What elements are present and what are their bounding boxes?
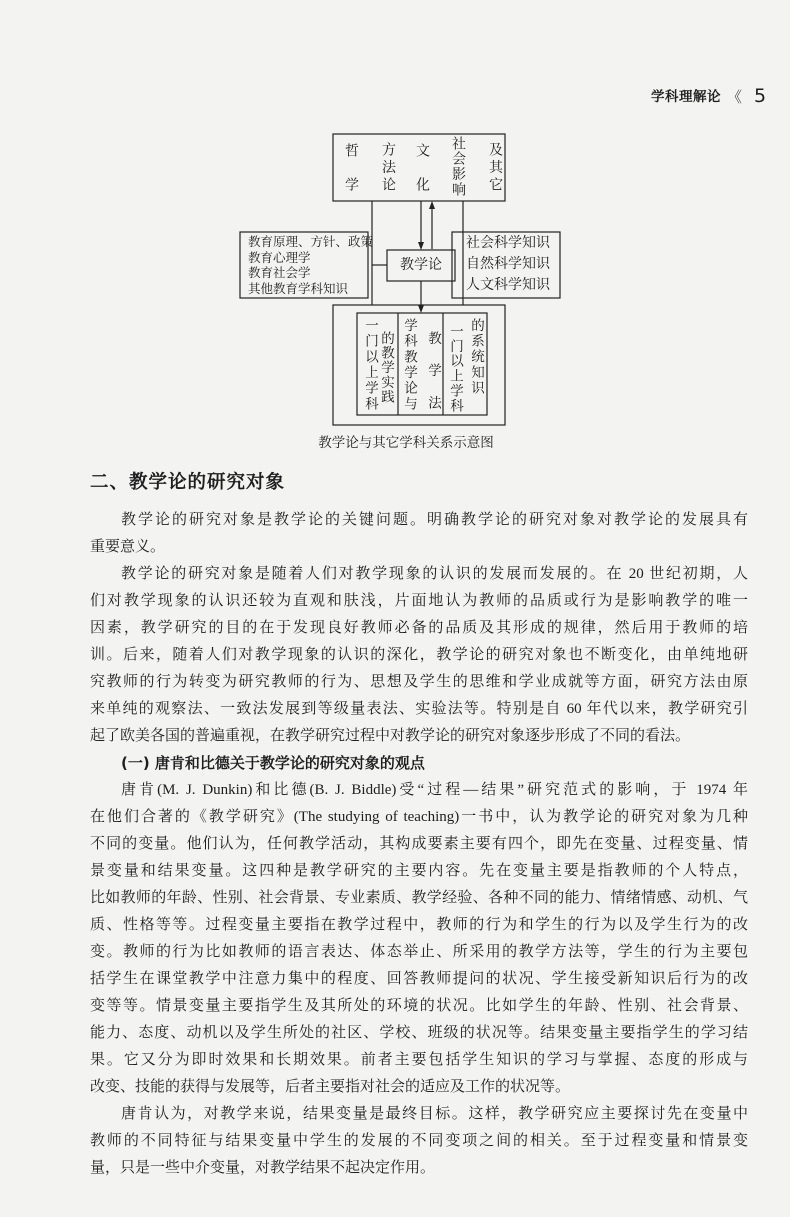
arrow-down-icon bbox=[418, 242, 424, 250]
page-number: 5 bbox=[754, 85, 767, 107]
diagram-label: 人文科学知识 bbox=[466, 278, 550, 293]
paragraph-line: 究教师的行为转变为研究教师的行为、思想及学生的思维和学业成就等方面，研究方法由原 bbox=[90, 674, 748, 690]
paragraph-line: 起了欧美各国的普遍重视，在教学研究过程中对教学论的研究对象逐步形成了不同的看法。 bbox=[90, 728, 691, 744]
paragraph-line: 在他们合著的《教学研究》(The studying of teaching)一书中，认为教学论的研究对象为几种 bbox=[90, 809, 748, 825]
diagram-label: 教育社会学 bbox=[248, 266, 311, 280]
paragraph-line: 比如教师的年龄、性别、社会背景、专业素质、教学经验、各种不同的能力、情绪情感、动机、气 bbox=[90, 890, 748, 906]
paragraph-line: 不同的变量。他们认为，任何教学活动，其构成要素主要有四个，即先在变量、过程变量、情 bbox=[90, 836, 748, 852]
paragraph-line: 教学论的研究对象是教学论的关键问题。明确教学论的研究对象对教学论的发展具有 bbox=[121, 512, 748, 528]
paragraph-line: 变。教师的行为比如教师的语言表达、体态举止、所采用的教学方法等，学生的行为主要包 bbox=[90, 944, 748, 960]
paragraph-line: 唐肯认为，对教学来说，结果变量是最终目标。这样，教学研究应主要探讨先在变量中 bbox=[121, 1106, 748, 1122]
paragraph-line: 教学论的研究对象是随着人们对教学现象的认识的发展而发展的。在 20 世纪初期，人 bbox=[121, 566, 748, 582]
diagram-label: 一门以上学科 bbox=[448, 324, 463, 412]
diagram-label: 的系统知识 bbox=[469, 318, 484, 394]
diagram-label: 其他教育学科知识 bbox=[248, 281, 349, 296]
paragraph-line: 质、性格等等。过程变量主要指在教学过程中，教师的行为和学生的行为以及学生行为的改 bbox=[90, 917, 748, 933]
diagram-label: 文化 bbox=[414, 143, 429, 191]
diagram-label: 教育心理学 bbox=[248, 250, 311, 265]
relationship-diagram bbox=[0, 0, 790, 430]
paragraph-line: 变等等。情景变量主要指学生及其所处的环境的状况。比如学生的年龄、性别、社会背景、 bbox=[90, 998, 748, 1014]
paragraph-line: 能力、态度、动机以及学生所处的社区、学校、班级的状况等。结果变量主要指学生的学习结 bbox=[90, 1025, 748, 1041]
running-title: 学科理解论 bbox=[651, 89, 721, 105]
diagram-label: 自然科学知识 bbox=[466, 257, 550, 272]
subsection-heading: (一) 唐肯和比德关于教学论的研究对象的观点 bbox=[121, 754, 425, 772]
diagram-label: 学科教学论与 bbox=[402, 318, 417, 410]
paragraph-line: 果。它又分为即时效果和长期效果。前者主要包括学生知识的学习与掌握、态度的形成与 bbox=[90, 1052, 748, 1068]
paragraph-line: 唐肯(M. J. Dunkin)和比德(B. J. Biddle)受“过程—结果”研究范式的影响，于 1974 年 bbox=[121, 782, 748, 798]
section-heading: 二、教学论的研究对象 bbox=[90, 472, 286, 493]
paragraph-line: 景变量和结果变量。这四种是教学研究的主要内容。先在变量主要是指教师的个人特点， bbox=[90, 863, 748, 879]
arrow-up-icon bbox=[429, 201, 435, 209]
paragraph-line: 括学生在课堂教学中注意力集中的程度、回答教师提问的状况、学生接受新知识后行为的改 bbox=[90, 971, 748, 987]
diagram-label: 及其它 bbox=[487, 142, 502, 191]
diagram-label: 社会科学知识 bbox=[466, 236, 550, 251]
header-separator-icon: 《 bbox=[727, 88, 743, 106]
paragraph-line: 改变、技能的获得与发展等，后者主要指对社会的适应及工作的状况等。 bbox=[90, 1079, 571, 1095]
paragraph-line: 们对教学现象的认识还较为直观和肤浅，片面地认为教师的品质或行为是影响教学的唯一 bbox=[90, 593, 748, 609]
diagram-label: 教学法 bbox=[426, 331, 441, 409]
paragraph-line: 量，只是一些中介变量，对教学结果不起决定作用。 bbox=[90, 1160, 436, 1176]
diagram-label: 哲学 bbox=[343, 143, 358, 191]
paragraph-line: 因素，教学研究的目的在于发现良好教师必备的品质及其形成的规律，然后用于教师的培 bbox=[90, 620, 748, 636]
diagram-label: 方法论 bbox=[380, 142, 395, 191]
paragraph-line: 重要意义。 bbox=[90, 539, 166, 555]
diagram-label: 教育原理、方针、政策 bbox=[248, 235, 374, 249]
right-box-text bbox=[466, 233, 550, 296]
arrow-down-icon bbox=[418, 305, 424, 313]
paragraph-line: 来单纯的观察法、一致法发展到等级量表法、实验法等。特别是自 60 年代以来，教学研究引 bbox=[90, 701, 748, 717]
figure-caption: 教学论与其它学科关系示意图 bbox=[318, 435, 494, 450]
left-box-text bbox=[248, 235, 373, 297]
center-box-label: 教学论 bbox=[400, 258, 442, 273]
diagram-label: 社会影响 bbox=[450, 136, 465, 196]
diagram-label: 的教学实践 bbox=[379, 331, 394, 403]
diagram-label: 一门以上学科 bbox=[363, 318, 378, 410]
paragraph-line: 训。后来，随着人们对教学现象的认识的深化，教学论的研究对象也不断变化，由单纯地研 bbox=[90, 647, 748, 663]
paragraph-line: 教师的不同特征与结果变量中学生的发展的不同变项之间的相关。至于过程变量和情景变 bbox=[90, 1133, 748, 1149]
